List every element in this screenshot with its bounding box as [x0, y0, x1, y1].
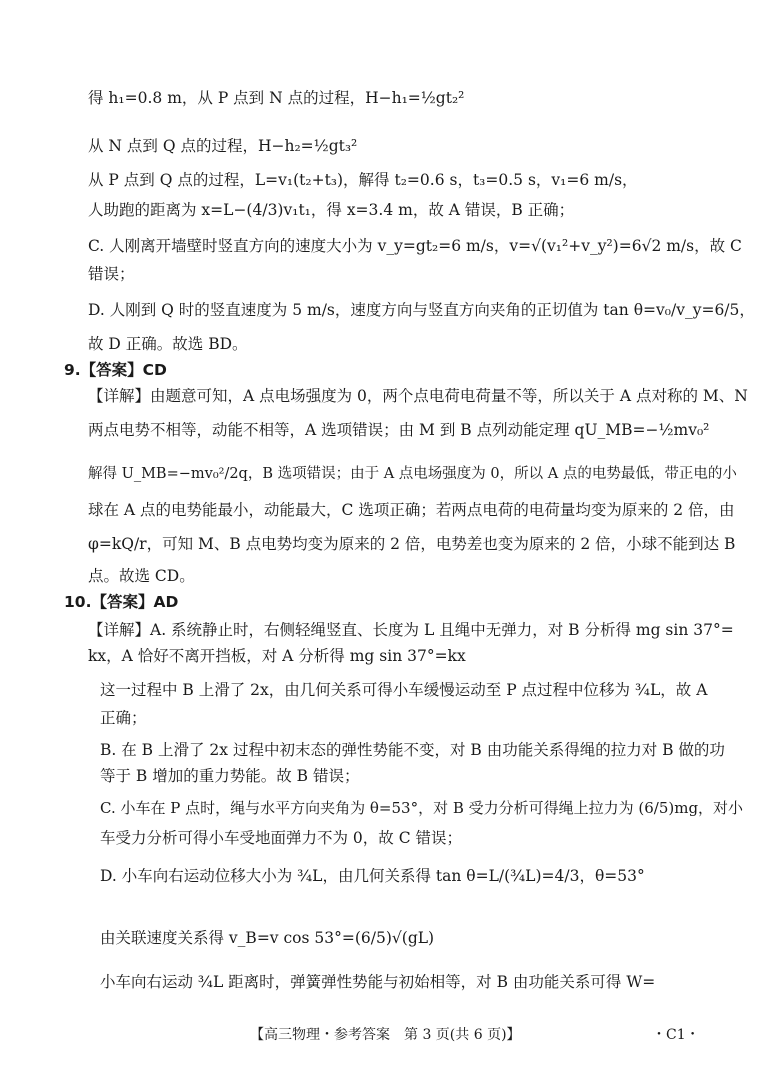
text-line: 得 h₁=0.8 m，从 P 点到 N 点的过程，H−h₁=½gt₂² — [88, 89, 465, 107]
text-line: 由关联速度关系得 v_B=v cos 53°=(6/5)√(gL) — [100, 929, 435, 947]
text-line: 车受力分析可得小车受地面弹力不为 0，故 C 错误； — [100, 829, 463, 847]
footer-code: ・C1・ — [652, 1027, 700, 1043]
text-line: 解得 U_MB=−mv₀²/2q，B 选项错误；由于 A 点电场强度为 0，所以 A 点的电势最低，带正电的小 — [88, 466, 737, 482]
answer-heading-10: 10.【答案】AD — [64, 593, 179, 611]
text-line: 错误； — [88, 265, 135, 283]
text-line: 球在 A 点的电势能最小，动能最大，C 选项正确；若两点电荷的电荷量均变为原来的 2 倍，由 — [88, 501, 735, 519]
text-line: kx，A 恰好不离开挡板，对 A 分析得 mg sin 37°=kx — [88, 647, 466, 665]
footer-page-info: 【高三物理・参考答案 第 3 页(共 6 页)】 — [250, 1027, 521, 1043]
text-line: C. 小车在 P 点时，绳与水平方向夹角为 θ=53°，对 B 受力分析可得绳上拉力为 (6/5)mg，对小 — [100, 799, 744, 817]
text-line: 【详解】由题意可知，A 点电场强度为 0，两个点电荷电荷量不等，所以关于 A 点对称的 M、N — [88, 387, 748, 405]
answer-heading-9: 9.【答案】CD — [64, 361, 167, 379]
text-line: 从 P 点到 Q 点的过程，L=v₁(t₂+t₃)，解得 t₂=0.6 s，t₃=0.5 s，v₁=6 m/s， — [88, 171, 638, 189]
text-line: 故 D 正确。故选 BD。 — [88, 335, 248, 353]
text-line: 点。故选 CD。 — [88, 567, 195, 585]
text-line: D. 人刚到 Q 时的竖直速度为 5 m/s，速度方向与竖直方向夹角的正切值为 tan θ=v₀/v_y=6/5， — [88, 301, 755, 319]
text-line: C. 人刚离开墙壁时竖直方向的速度大小为 v_y=gt₂=6 m/s，v=√(v₁²+v_y²)=6√2 m/s，故 C — [88, 237, 742, 255]
text-line: 正确； — [100, 709, 147, 727]
text-line: B. 在 B 上滑了 2x 过程中初末态的弹性势能不变，对 B 由功能关系得绳的拉力对 B 做的功 — [100, 741, 725, 759]
text-line: 这一过程中 B 上滑了 2x，由几何关系可得小车缓慢运动至 P 点过程中位移为 ¾L，故 A — [100, 681, 708, 699]
text-line: 两点电势不相等，动能不相等，A 选项错误；由 M 到 B 点列动能定理 qU_MB=−½mv₀² — [88, 421, 710, 439]
text-line: 等于 B 增加的重力势能。故 B 错误； — [100, 767, 360, 785]
text-line: 从 N 点到 Q 点的过程，H−h₂=½gt₃² — [88, 137, 358, 155]
text-line: 【详解】A. 系统静止时，右侧轻绳竖直、长度为 L 且绳中无弹力，对 B 分析得 mg sin 37°= — [88, 621, 734, 639]
text-line: φ=kQ/r，可知 M、B 点电势均变为原来的 2 倍，电势差也变为原来的 2 倍，小球不能到达 B — [88, 535, 736, 553]
text-line: D. 小车向右运动位移大小为 ¾L，由几何关系得 tan θ=L/(¾L)=4/3，θ=53° — [100, 867, 645, 885]
text-line: 小车向右运动 ¾L 距离时，弹簧弹性势能与初始相等，对 B 由功能关系可得 W= — [100, 973, 656, 991]
text-line: 人助跑的距离为 x=L−(4/3)v₁t₁，得 x=3.4 m，故 A 错误，B 正确； — [88, 201, 575, 219]
